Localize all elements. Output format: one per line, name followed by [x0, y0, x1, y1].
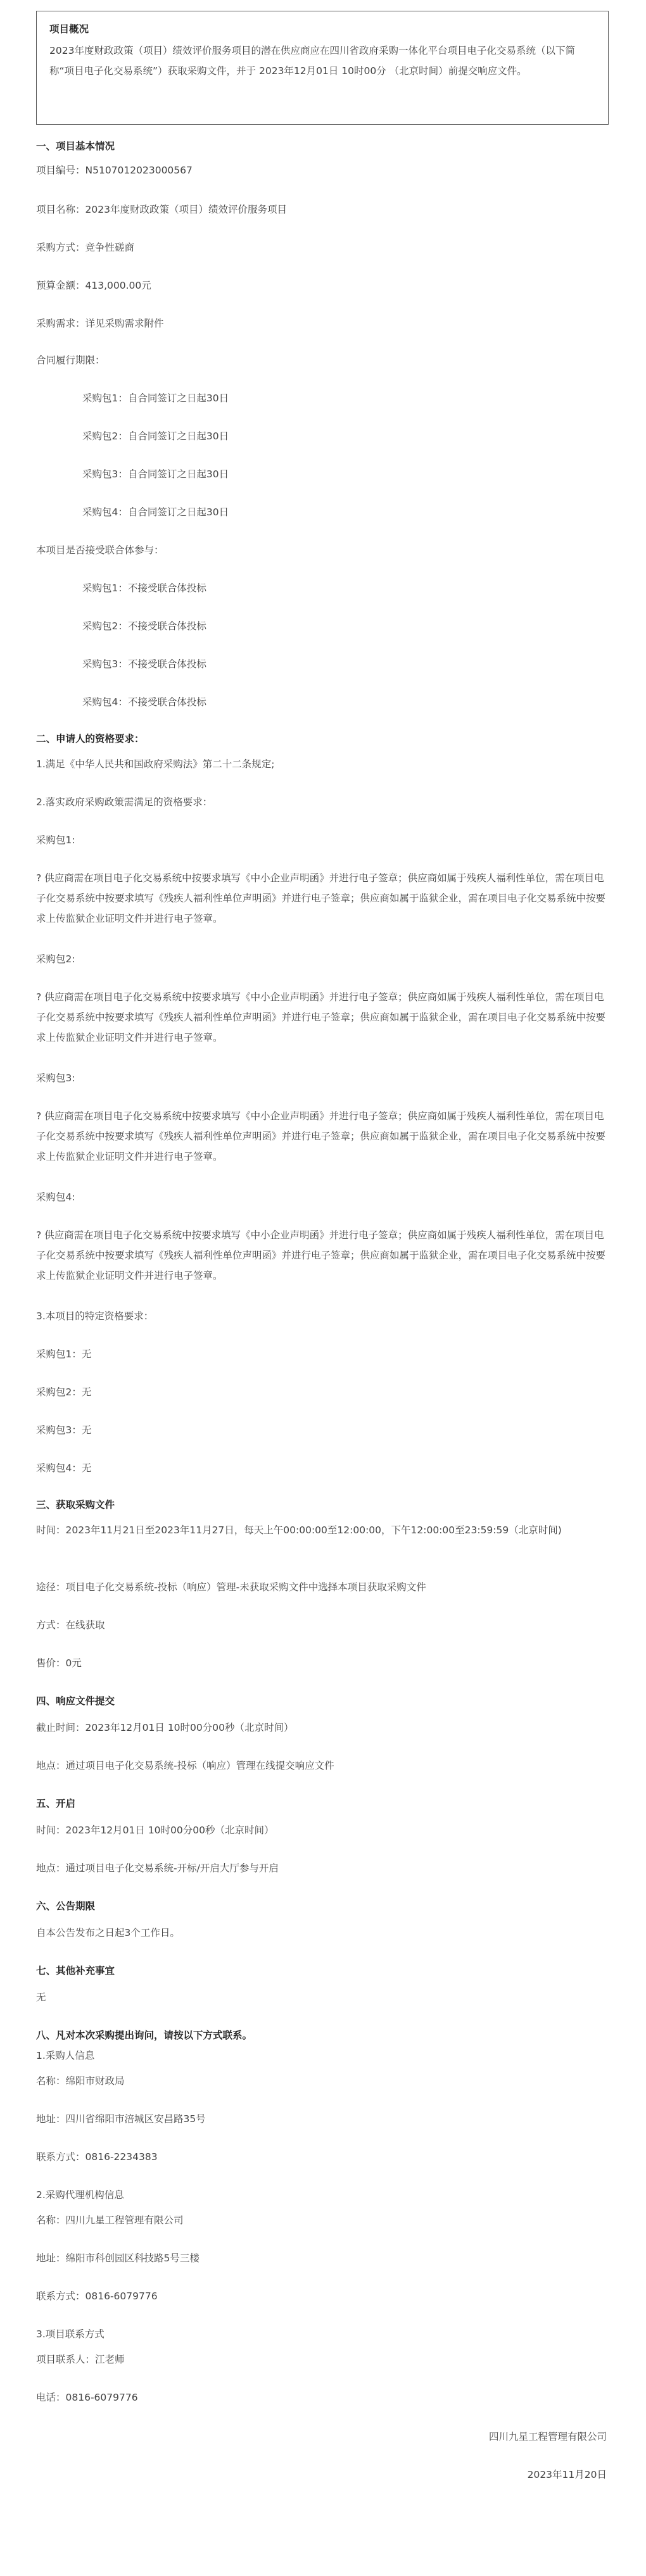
document-price: 售价：0元 [36, 1657, 82, 1669]
buyer-name: 名称：绵阳市财政局 [36, 2075, 125, 2087]
contract-term-label: 合同履行期限： [36, 355, 105, 366]
section-5-heading: 五、开启 [36, 1798, 76, 1809]
document-route: 途径：项目电子化交易系统-投标（响应）管理-未获取采购文件中选择本项目获取采购文件 [36, 1581, 426, 1593]
consortium-item: 采购包2：不接受联合体投标 [82, 620, 206, 632]
specific-requirement: 采购包1：无 [36, 1348, 92, 1360]
submission-deadline: 截止时间：2023年12月01日 10时00分00秒（北京时间） [36, 1722, 294, 1733]
qualification-item-3: 3.本项目的特定资格要求： [36, 1310, 154, 1322]
agency-phone: 联系方式：0816-6079776 [36, 2290, 158, 2302]
specific-requirement: 采购包3：无 [36, 1424, 92, 1436]
consortium-item: 采购包3：不接受联合体投标 [82, 658, 206, 670]
contract-term-item: 采购包1：自合同签订之日起30日 [82, 393, 229, 404]
package-requirement: ? 供应商需在项目电子化交易系统中按要求填写《中小企业声明函》并进行电子签章；供应商如属于残疾人福利性单位，需在项目电子化交易系统中按要求填写《残疾人福利性单位声明函》并进行电子签章；供应商如属于监狱企业，需在项目电子化交易系统中按要求上传监狱企业证明文件并进行电子签章。 [36, 991, 606, 1043]
section-3-heading: 三、获取采购文件 [36, 1499, 115, 1511]
contract-term-item: 采购包3：自合同签订之日起30日 [82, 468, 229, 480]
package-requirement: ? 供应商需在项目电子化交易系统中按要求填写《中小企业声明函》并进行电子签章；供应商如属于残疾人福利性单位，需在项目电子化交易系统中按要求填写《残疾人福利性单位声明函》并进行电子签章；供应商如属于监狱企业，需在项目电子化交易系统中按要求上传监狱企业证明文件并进行电子签章。 [36, 1229, 606, 1281]
consortium-item: 采购包4：不接受联合体投标 [82, 696, 206, 708]
contact-phone: 电话：0816-6079776 [36, 2392, 138, 2403]
project-name: 项目名称：2023年度财政政策（项目）绩效评价服务项目 [36, 204, 287, 215]
consortium-label: 本项目是否接受联合体参与： [36, 544, 164, 556]
specific-requirement: 采购包2：无 [36, 1386, 92, 1398]
contact-person: 项目联系人：江老师 [36, 2354, 125, 2365]
qualification-item-1: 1.满足《中华人民共和国政府采购法》第二十二条规定; [36, 758, 275, 770]
section-7-heading: 七、其他补充事宜 [36, 1965, 115, 1976]
agency-name: 名称：四川九星工程管理有限公司 [36, 2215, 184, 2226]
overview-title: 项目概况 [49, 23, 89, 35]
overview-body: 2023年度财政政策（项目）绩效评价服务项目的潜在供应商应在四川省政府采购一体化平台项目电子化交易系统（以下简称“项目电子化交易系统”）获取采购文件，并于 2023年12月01日 10时00分 （北京时间）前提交响应文件。 [49, 45, 575, 77]
qualification-item-2: 2.落实政府采购政策需满足的资格要求： [36, 796, 213, 808]
package-label: 采购包1: [36, 834, 75, 846]
specific-requirement: 采购包4：无 [36, 1462, 92, 1474]
footer-organization: 四川九星工程管理有限公司 [488, 2431, 607, 2442]
budget-amount: 预算金额：413,000.00元 [36, 280, 151, 291]
agency-label: 2.采购代理机构信息 [36, 2189, 124, 2201]
contact-label: 3.项目联系方式 [36, 2328, 104, 2340]
contract-term-item: 采购包4：自合同签订之日起30日 [82, 506, 229, 518]
buyer-address: 地址：四川省绵阳市涪城区安昌路35号 [36, 2113, 206, 2125]
project-number: 项目编号：N5107012023000567 [36, 165, 193, 176]
submission-place: 地点：通过项目电子化交易系统-投标（响应）管理在线提交响应文件 [36, 1760, 334, 1771]
package-label: 采购包4: [36, 1191, 75, 1203]
section-1-heading: 一、项目基本情况 [36, 141, 115, 152]
buyer-phone: 联系方式：0816-2234383 [36, 2151, 158, 2163]
opening-place: 地点：通过项目电子化交易系统-开标/开启大厅参与开启 [36, 1863, 279, 1874]
project-overview-box [36, 11, 609, 125]
consortium-item: 采购包1：不接受联合体投标 [82, 582, 206, 594]
section-8-heading: 八、凡对本次采购提出询问，请按以下方式联系。 [36, 2030, 253, 2041]
package-label: 采购包2: [36, 953, 75, 965]
section-2-heading: 二、申请人的资格要求： [36, 733, 144, 745]
package-label: 采购包3: [36, 1072, 75, 1084]
other-matters: 无 [36, 1992, 46, 2003]
document-way: 方式：在线获取 [36, 1619, 105, 1631]
procurement-method: 采购方式：竞争性磋商 [36, 242, 135, 253]
package-requirement: ? 供应商需在项目电子化交易系统中按要求填写《中小企业声明函》并进行电子签章；供应商如属于残疾人福利性单位，需在项目电子化交易系统中按要求填写《残疾人福利性单位声明函》并进行电子签章；供应商如属于监狱企业，需在项目电子化交易系统中按要求上传监狱企业证明文件并进行电子签章。 [36, 872, 606, 924]
section-4-heading: 四、响应文件提交 [36, 1695, 115, 1707]
section-6-heading: 六、公告期限 [36, 1901, 96, 1912]
procurement-requirement: 采购需求：详见采购需求附件 [36, 318, 164, 329]
buyer-label: 1.采购人信息 [36, 2050, 95, 2061]
contract-term-item: 采购包2：自合同签订之日起30日 [82, 430, 229, 442]
package-requirement: ? 供应商需在项目电子化交易系统中按要求填写《中小企业声明函》并进行电子签章；供应商如属于残疾人福利性单位，需在项目电子化交易系统中按要求填写《残疾人福利性单位声明函》并进行电子签章；供应商如属于监狱企业，需在项目电子化交易系统中按要求上传监狱企业证明文件并进行电子签章。 [36, 1110, 606, 1162]
notice-period: 自本公告发布之日起3个工作日。 [36, 1927, 180, 1938]
footer-date: 2023年11月20日 [527, 2469, 607, 2480]
agency-address: 地址：绵阳市科创园区科技路5号三楼 [36, 2252, 200, 2264]
document-time: 时间：2023年11月21日至2023年11月27日，每天上午00:00:00至12:00:00，下午12:00:00至23:59:59（北京时间) [36, 1524, 562, 1536]
opening-time: 时间：2023年12月01日 10时00分00秒（北京时间） [36, 1825, 274, 1836]
